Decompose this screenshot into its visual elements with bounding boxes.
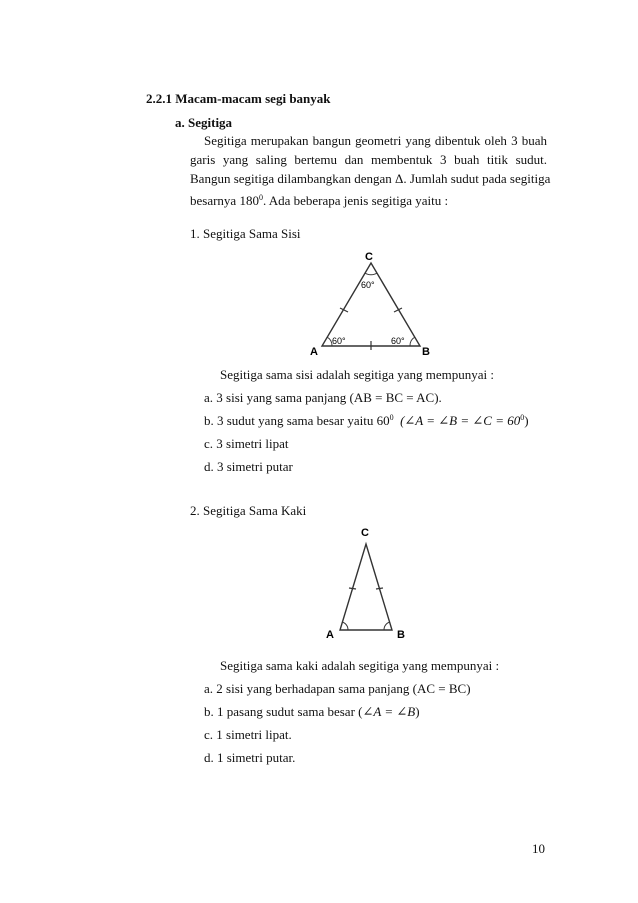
isosceles-property-b: b. 1 pasang sudut sama besar (∠A = ∠B) [204, 704, 420, 719]
isosceles-property-a: a. 2 sisi yang berhadapan sama panjang (AC = BC) [204, 681, 471, 696]
angle-label-a: 60° [332, 336, 346, 346]
vertex-label-b: B [422, 346, 430, 358]
intro-line-3: Bangun segitiga dilambangkan dengan Δ. Jumlah sudut pada segitiga [190, 171, 551, 186]
equilateral-title: 1. Segitiga Sama Sisi [190, 226, 301, 241]
vertex-label-a: A [326, 629, 334, 641]
equilateral-description: Segitiga sama sisi adalah segitiga yang mempunyai : [220, 367, 495, 382]
vertex-label-b: B [397, 629, 405, 641]
isosceles-triangle-shape [340, 544, 392, 630]
isosceles-description: Segitiga sama kaki adalah segitiga yang mempunyai : [220, 658, 500, 673]
angle-arc-b [410, 337, 415, 346]
isosceles-triangle-figure [320, 522, 410, 642]
intro-paragraph [190, 131, 551, 210]
page-number: 10 [532, 841, 545, 856]
vertex-label-c: C [365, 251, 373, 263]
angle-arc-b [384, 622, 390, 630]
angle-label-c: 60° [361, 280, 375, 290]
vertex-label-c: C [361, 527, 369, 539]
section-heading: 2.2.1 Macam-macam segi banyak [146, 91, 331, 106]
equilateral-property-b: b. 3 sudut yang sama besar yaitu $60^0$ (∠A = ∠B = ∠C = $60^0$) [204, 413, 529, 428]
isosceles-property-c: c. 1 simetri lipat. [204, 727, 292, 742]
isosceles-property-d: d. 1 simetri putar. [204, 750, 296, 765]
angle-arc-c [365, 273, 377, 275]
equilateral-property-c: c. 3 simetri lipat [204, 436, 289, 451]
angle-label-b: 60° [391, 336, 405, 346]
equilateral-property-d: d. 3 simetri putar [204, 459, 293, 474]
vertex-label-a: A [310, 346, 318, 358]
tick-mark-ac [349, 588, 356, 589]
angle-arc-a [342, 622, 348, 630]
subsection-heading: a. Segitiga [175, 115, 233, 130]
intro-line-4: besarnya $180^0$. Ada beberapa jenis segitiga yaitu : [190, 193, 449, 208]
isosceles-title: 2. Segitiga Sama Kaki [190, 503, 307, 518]
equilateral-property-a: a. 3 sisi yang sama panjang (AB = BC = AC). [204, 390, 442, 405]
intro-line-2: garis yang saling bertemu dan membentuk 3 buah titik sudut. [190, 152, 547, 167]
equilateral-triangle-figure [308, 248, 438, 358]
intro-line-1: Segitiga merupakan bangun geometri yang dibentuk oleh 3 buah [204, 133, 547, 148]
tick-mark-bc [376, 588, 383, 589]
